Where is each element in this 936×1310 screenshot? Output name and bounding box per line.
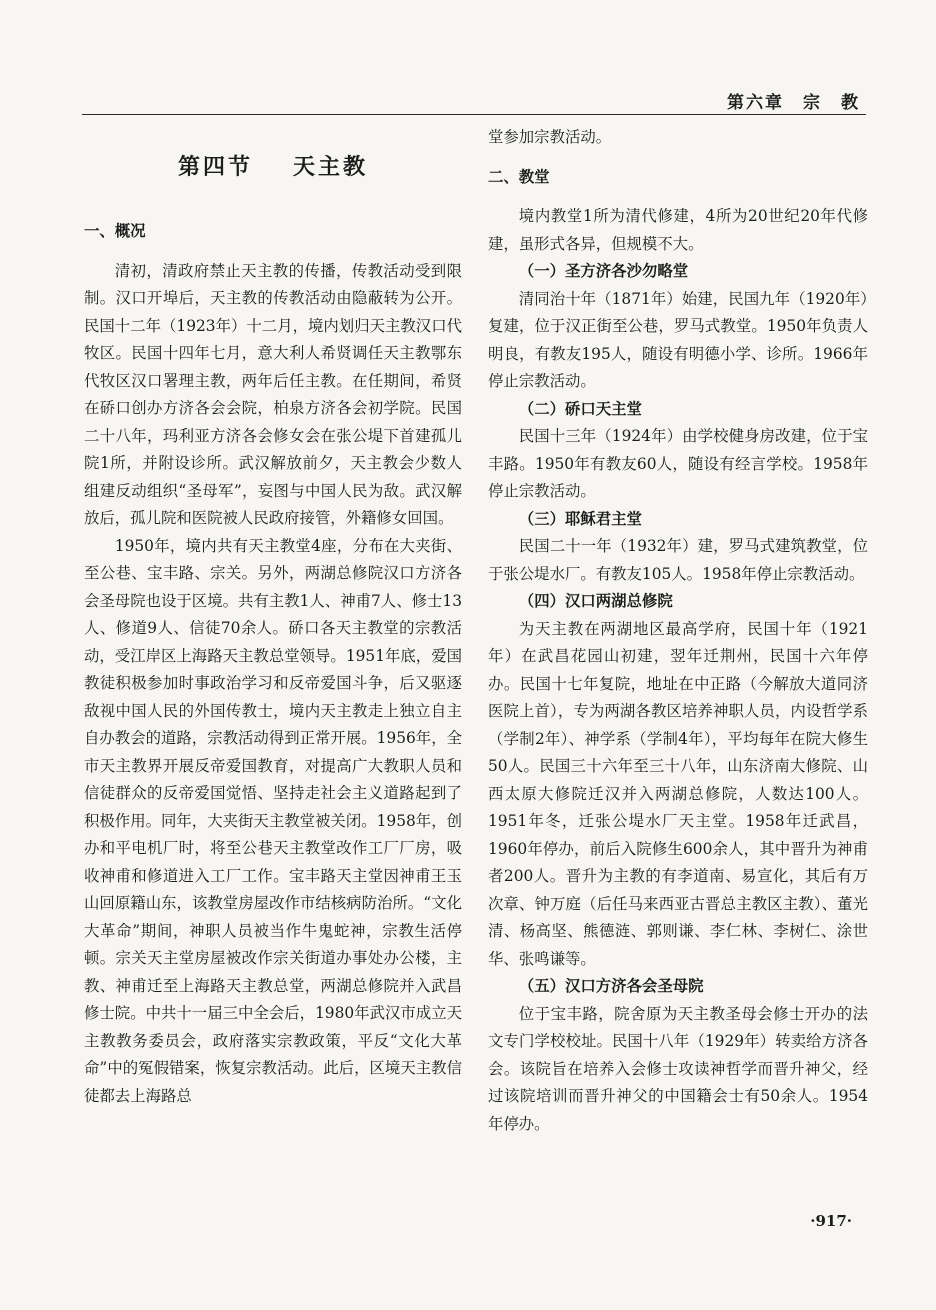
paragraph: 为天主教在两湖地区最高学府，民国十年（1921年）在武昌花园山初建，翌年迁荆州，民国十六年停办。民国十七年复院，地址在中正路（今解放大道同济医院上首），专为两湖各教区培养神职人员，内设哲学系（学制2年）、神学系（学制4年），平均每年在院大修生50人。民国三十六年至三十八年，山东济南大修院、山西太原大修院迁汉并入两湖总修院，人数达100人。1951年冬，迁张公堤水厂天主堂。1958年迁武昌，1960年停办，前后入院修生600余人，其中晋升为神甫者200人。晋升为主教的有李道南、易宣化，其后有万次章、钟万庭（后任马来西亚古晋总主教区主教）、董光清、杨高坚、熊德涟、郭则谦、李仁林、李树仁、涂世华、张鸣谦等。 (488, 619, 868, 968)
paragraph: 1950年，境内共有天主教堂4座，分布在大夹街、至公巷、宝丰路、宗关。另外，两湖总修院汉口方济各会圣母院也设于区境。共有主教1人、神甫7人、修士13人、修道9人、信徒70余人。硚口各天主教堂的宗教活动，受江岸区上海路天主教总堂领导。1951年底，爱国教徒积极参加时事政治学习和反帝爱国斗争，后又驱逐敌视中国人民的外国传教士，境内天主教走上独立自主自办教会的道路，宗教活动得到正常开展。1956年，全市天主教界开展反帝爱国教育，对提高广大教职人员和信徒群众的反帝爱国觉悟、坚持走社会主义道路起到了积极作用。同年，大夹街天主教堂被关闭。1958年，创办和平电机厂时，将至公巷天主教堂改作工厂厂房，吸收神甫和修道进入工厂工作。宝丰路天主堂因神甫王玉山回原籍山东，该教堂房屋改作市结核病防治所。“文化大革命”期间，神职人员被当作牛鬼蛇神，宗教生活停顿。宗关天主堂房屋被改作宗关街道办事处办公楼，主教、神甫迁至上海路天主教总堂，两湖总修院并入武昌修士院。中共十一届三中全会后，1980年武汉市成立天主教教务委员会，政府落实宗教政策，平反“文化大革命”中的冤假错案，恢复宗教活动。此后，区境天主教信徒都去上海路总 (84, 536, 462, 1105)
subheading: （四）汉口两湖总修院 (518, 592, 673, 610)
paragraph: 民国二十一年（1932年）建，罗马式建筑教堂，位于张公堤水厂。有教友105人。1958年停止宗教活动。 (488, 537, 868, 583)
paragraph: 清初，清政府禁止天主教的传播，传教活动受到限制。汉口开埠后，天主教的传教活动由隐蔽转为公开。民国十二年（1923年）十二月，境内划归天主教汉口代牧区。民国十四年七月，意大利人希贤调任天主教鄂东代牧区汉口署理主教，两年后任主教。在任期间，希贤在硚口创办方济各会会院，柏泉方济各会初学院。民国二十八年，玛利亚方济各会修女会在张公堤下首建孤儿院1所，并附设诊所。武汉解放前夕，天主教会少数人组建反动组织“圣母军”，妄图与中国人民为敌。武汉解放后，孤儿院和医院被人民政府接管，外籍修女回国。 (84, 261, 462, 527)
continued-text: 堂参加宗教活动。 (488, 128, 612, 146)
paragraph: 境内教堂1所为清代修建，4所为20世纪20年代修建，虽形式各异，但规模不大。 (488, 207, 868, 253)
left-column (84, 124, 462, 1110)
paragraph: 民国十三年（1924年）由学校健身房改建，位于宝丰路。1950年有教友60人，随设有经言学校。1958年停止宗教活动。 (488, 427, 868, 500)
section-title (84, 150, 462, 184)
subheading: （五）汉口方济各会圣母院 (518, 977, 704, 995)
section-number: 第四节 (177, 154, 253, 180)
page-number: ·917· (810, 1212, 852, 1230)
heading-overview: 一、概况 (84, 222, 146, 240)
paragraph: 清同治十年（1871年）始建，民国九年（1920年）复建，位于汉正街至公巷，罗马式教堂。1950年负责人明良，有教友195人，随设有明德小学、诊所。1966年停止宗教活动。 (488, 289, 868, 390)
subheading: （二）硚口天主堂 (518, 399, 642, 418)
subheading: （一）圣方济各沙勿略堂 (518, 262, 689, 280)
chapter-title: 第六章 宗 教 (727, 93, 860, 113)
right-column (488, 124, 868, 1138)
section-name: 天主教 (293, 154, 369, 180)
heading-churches: 二、教堂 (488, 167, 550, 186)
running-head (82, 84, 866, 115)
paragraph: 位于宝丰路，院舍原为天主教圣母会修士开办的法文专门学校校址。民国十八年（1929年）转卖给方济各会。该院旨在培养入会修士攻读神哲学而晋升神父，经过该院培训而晋升神父的中国籍会士有50余人。1954年停办。 (488, 1004, 868, 1133)
subheading: （三）耶稣君主堂 (518, 509, 642, 528)
